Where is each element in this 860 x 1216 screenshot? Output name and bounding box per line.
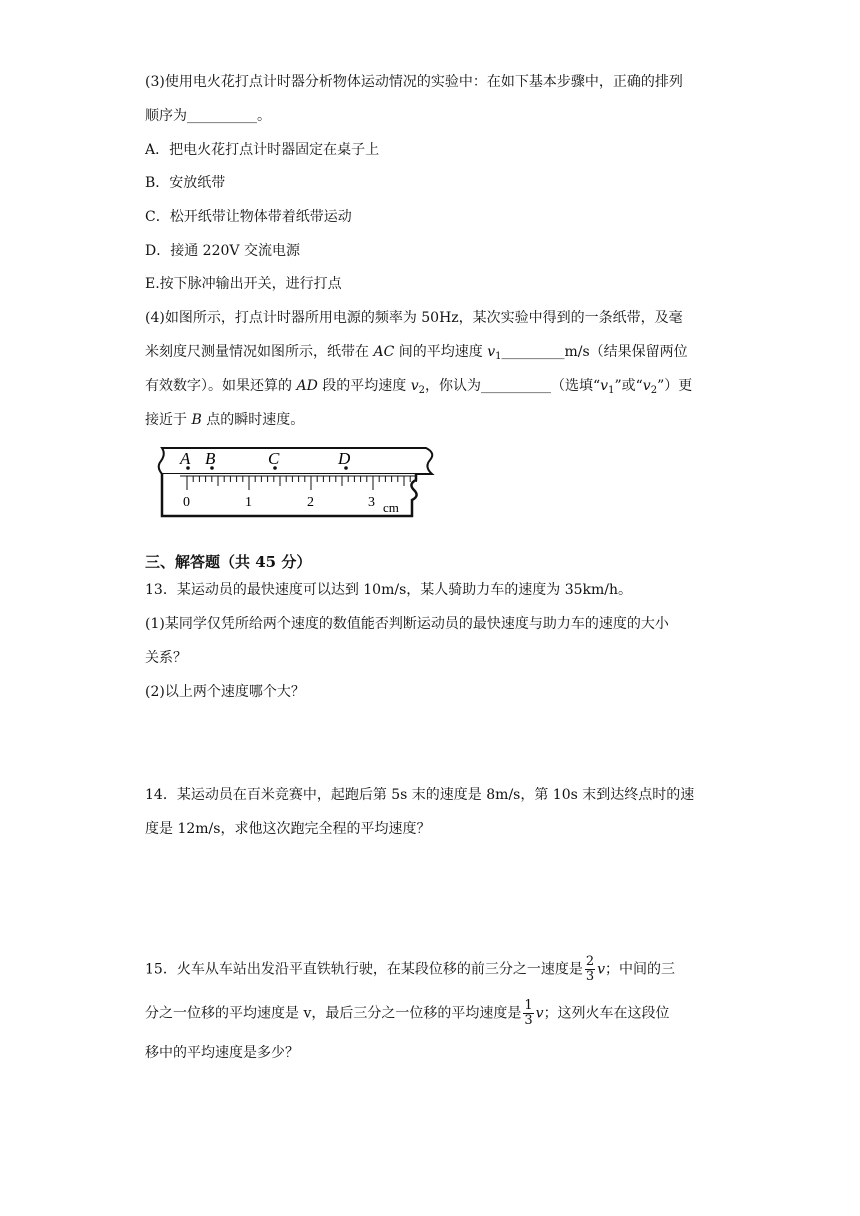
q12-part4-line3: 有效数字）。如果还算的 AD 段的平均速度 $v_2$，你认为__________（选填“$v_1$”或“$v_2$”）更 bbox=[145, 378, 693, 396]
step-c: C．松开纸带让物体带着纸带运动 bbox=[145, 209, 352, 225]
ruler-tape-figure bbox=[150, 440, 440, 522]
step-e: E.按下脉冲输出开关，进行打点 bbox=[145, 276, 342, 292]
q15-line2: 分之一位移的平均速度是 v，最后三分之一位移的平均速度是 $\frac{1}{3}$ v；这列火车在这段位 bbox=[145, 998, 670, 1028]
step-b: B．安放纸带 bbox=[145, 175, 226, 191]
q13-line3: 关系？ bbox=[145, 650, 187, 666]
q13-line2: (1)某同学仅凭所给两个速度的数值能否判断运动员的最快速度与助力车的速度的大小 bbox=[145, 616, 669, 632]
q14-line1: 14．某运动员在百米竞赛中，起跑后第 5s 末的速度是 8m/s，第 10s 末到达终点时的速 bbox=[145, 787, 695, 803]
step-d: D．接通 220V 交流电源 bbox=[145, 243, 300, 259]
tick-label-3: 3 bbox=[368, 495, 375, 510]
q12-part4-line4: 接近于 B 点的瞬时速度。 bbox=[145, 412, 305, 428]
ruler-body bbox=[162, 474, 417, 516]
tick-label-2: 2 bbox=[307, 495, 314, 510]
q12-part3-line1: (3)使用电火花打点计时器分析物体运动情况的实验中：在如下基本步骤中，正确的排列 bbox=[145, 74, 683, 90]
q14-line2: 度是 12m/s，求他这次跑完全程的平均速度？ bbox=[145, 821, 431, 837]
tick-label-1: 1 bbox=[245, 495, 252, 510]
label-d: D bbox=[338, 449, 351, 468]
q12-part4-line2: 米刻度尺测量情况如图所示，纸带在 AC 间的平均速度 $v_1\_\_\_\_\_\_\_\_\_m/s$（结果保留两位 bbox=[145, 344, 688, 362]
q12-part3-line2: 顺序为__________。 bbox=[145, 108, 271, 124]
label-b: B bbox=[205, 449, 216, 468]
q15-line3: 移中的平均速度是多少？ bbox=[145, 1045, 299, 1061]
q15-line1: 15．火车从车站出发沿平直铁轨行驶，在某段位移的前三分之一速度是 $\frac{2}{3}$ v；中间的三 bbox=[145, 954, 676, 984]
unit-label: cm bbox=[383, 500, 399, 515]
section-heading: 三、解答题（共 45 分） bbox=[145, 553, 312, 571]
label-c: C bbox=[268, 449, 280, 468]
q12-part4-line1: (4)如图所示，打点计时器所用电源的频率为 50Hz，某次实验中得到的一条纸带，及毫 bbox=[145, 310, 683, 326]
label-a: A bbox=[180, 449, 191, 468]
step-a: A．把电火花打点计时器固定在桌子上 bbox=[145, 142, 380, 158]
fraction-two-thirds: $\frac{2}{3}$ bbox=[585, 954, 595, 984]
fraction-one-third: $\frac{1}{3}$ bbox=[524, 998, 533, 1028]
q13-line1: 13．某运动员的最快速度可以达到 10m/s，某人骑助力车的速度为 35km/h。 bbox=[145, 582, 633, 598]
paper-tape-outline bbox=[159, 448, 433, 474]
q13-line4: (2)以上两个速度哪个大？ bbox=[145, 684, 305, 700]
tick-label-0: 0 bbox=[183, 495, 190, 510]
